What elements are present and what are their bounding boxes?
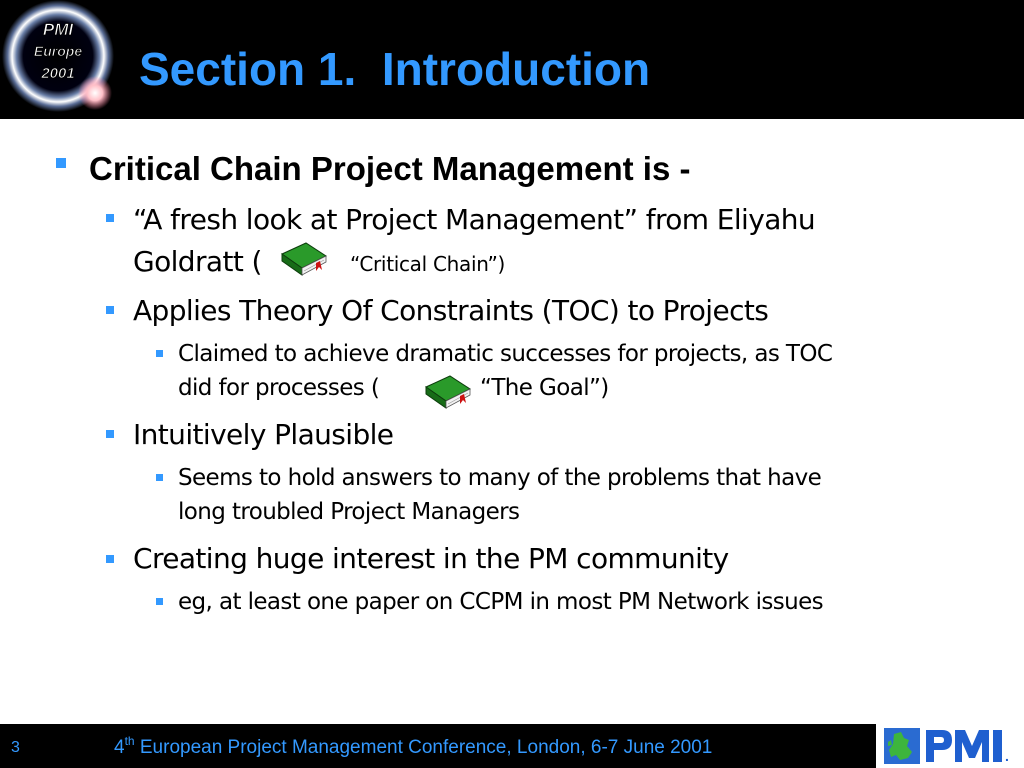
item-2: Applies Theory Of Constraints (TOC) to Projects (133, 294, 769, 327)
bullet-square-icon (56, 158, 66, 168)
page-number: 3 (11, 739, 20, 756)
bullet-square-icon (156, 474, 163, 481)
conference-ordinal-suffix: th (124, 734, 135, 748)
logo-text-pmi: PMI (42, 20, 74, 39)
item-3: Intuitively Plausible (133, 418, 394, 451)
conference-line (114, 734, 713, 759)
item-1-line-1: “A fresh look at Project Management” from Eliyahu (133, 203, 816, 236)
bullet-square-icon (156, 598, 163, 605)
pmi-logo-panel (876, 724, 1024, 768)
conference-text: European Project Management Conference, London, 6-7 June 2001 (134, 737, 713, 758)
bullet-square-icon (106, 430, 114, 438)
conference-ordinal: 4 (114, 737, 125, 758)
header-bar (0, 0, 1024, 119)
pmi-logo (876, 724, 1024, 768)
pmi-europe-2001-logo (0, 0, 128, 119)
logo-text-year: 2001 (41, 65, 75, 82)
bullet-square-icon (106, 306, 114, 314)
main-heading: Critical Chain Project Management is - (89, 150, 691, 187)
pmi-logo-dot: . (1005, 748, 1009, 764)
item-2-sub-book-title: “The Goal”) (480, 375, 609, 401)
bullet-square-icon (106, 555, 114, 563)
item-2-sub-line-1: Claimed to achieve dramatic successes for projects, as TOC (178, 341, 833, 367)
item-1-book-title: “Critical Chain”) (350, 252, 506, 276)
bullet-square-icon (106, 214, 114, 222)
book-icon (420, 373, 474, 411)
page-title: Section 1. Introduction (139, 43, 651, 95)
item-2-sub-line-2: did for processes ( (178, 375, 380, 401)
item-4-sub: eg, at least one paper on CCPM in most PM Network issues (178, 589, 824, 615)
item-3-sub-line-1: Seems to hold answers to many of the problems that have (178, 465, 822, 491)
bullet-square-icon (156, 350, 163, 357)
book-icon (276, 240, 330, 278)
item-4: Creating huge interest in the PM community (133, 542, 729, 575)
logo-text-europe: Europe (33, 43, 83, 59)
item-3-sub-line-2: long troubled Project Managers (178, 499, 520, 525)
item-1-line-2: Goldratt ( (133, 245, 262, 278)
